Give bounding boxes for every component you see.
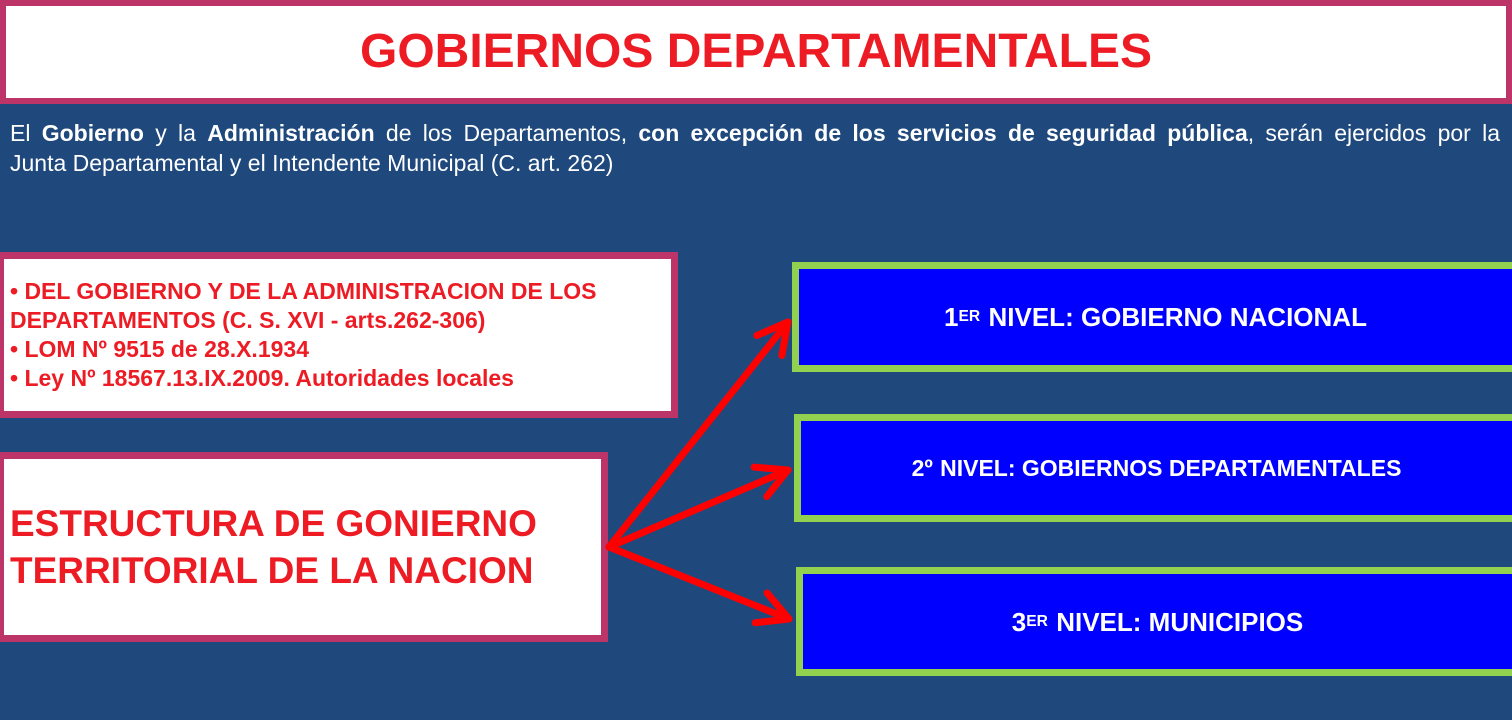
- level-number-1: 1: [944, 302, 959, 332]
- level-label-1: NIVEL: GOBIERNO NACIONAL: [988, 302, 1367, 332]
- intro-paragraph: [10, 118, 1500, 178]
- level-number-3: 3: [1011, 606, 1027, 637]
- level-label-2: NIVEL: GOBIERNOS DEPARTAMENTALES: [940, 454, 1402, 481]
- title-banner: [0, 0, 1512, 104]
- intro-emphasis-excepcion: con excepción de los servicios de seguridad pública: [638, 120, 1248, 146]
- level-box-3: [796, 567, 1512, 676]
- arrow-to-level-3: [609, 547, 789, 619]
- level-label-3: NIVEL: MUNICIPIOS: [1056, 606, 1304, 637]
- level-number-2: 2º: [911, 454, 933, 481]
- intro-line-1: [10, 118, 1500, 148]
- intro-segment: y la: [143, 120, 208, 146]
- intro-line-2: [10, 148, 1500, 178]
- level-box-2: [794, 414, 1512, 522]
- level-ordinal-suffix-3: ER: [1026, 612, 1048, 630]
- intro-segment: de los Departamentos,: [374, 120, 639, 146]
- arrow-to-level-2: [609, 470, 788, 547]
- reference-item: • LOM Nº 9515 de 28.X.1934: [10, 336, 309, 362]
- intro-segment: El: [10, 120, 42, 146]
- intro-emphasis-administracion: Administración: [207, 120, 375, 146]
- references-box: [0, 252, 678, 418]
- structure-label: ESTRUCTURA DE GONIERNO TERRITORIAL DE LA NACION: [10, 503, 537, 591]
- intro-segment: , serán ejercidos por la: [1247, 120, 1500, 146]
- intro-segment: Junta Departamental y el Intendente Municipal (C. art. 262): [10, 150, 614, 176]
- level-box-1: [792, 262, 1512, 372]
- level-ordinal-suffix-1: ER: [958, 308, 981, 326]
- intro-emphasis-gobierno: Gobierno: [41, 120, 144, 146]
- reference-item: • DEL GOBIERNO Y DE LA ADMINISTRACION DE LOS DEPARTAMENTOS (C. S. XVI - arts.262-306): [10, 278, 597, 333]
- page-title: GOBIERNOS DEPARTAMENTALES: [359, 25, 1153, 78]
- reference-item: • Ley Nº 18567.13.IX.2009. Autoridades locales: [10, 365, 514, 391]
- structure-box: [0, 452, 608, 642]
